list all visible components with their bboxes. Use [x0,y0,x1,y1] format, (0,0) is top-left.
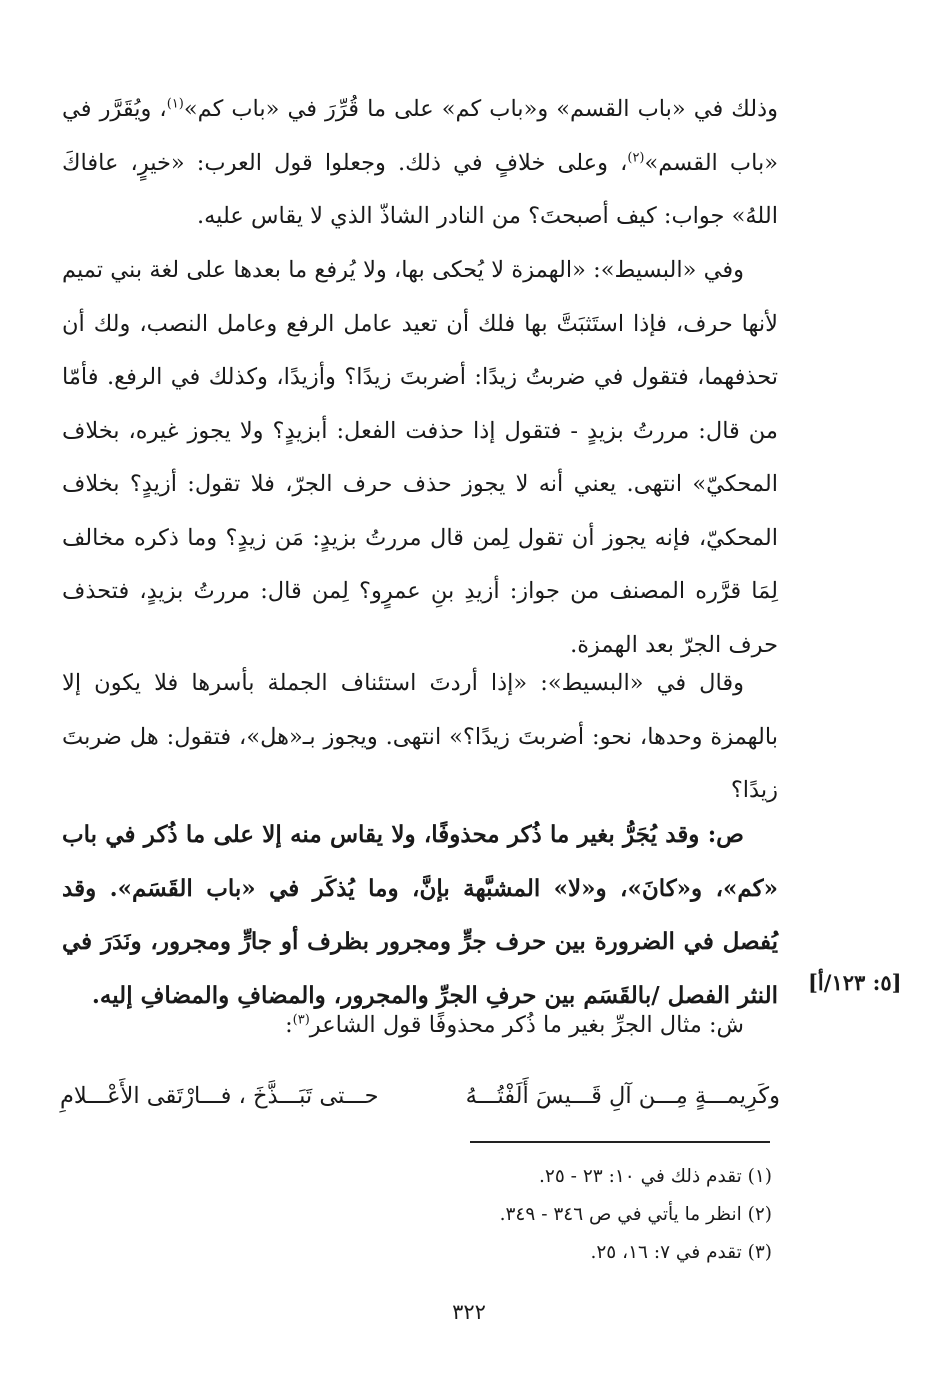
footnote-3: (٣) تقدم في ٧: ١٦، ٢٥. [590,1242,772,1263]
paragraph-1-text-a: وذلك في «باب القسم» و«باب كم» على ما قُرِّرَ في «باب كم» [183,96,779,122]
paragraph-1-text-c: ، وعلى خلافٍ في ذلك. وجعلوا قول العرب: «خيرٍ، عافاكَ اللهُ» جواب: كيف أصبحتَ؟ من النادر الشاذّ الذي لا يقاس عليه. [62,149,778,229]
footnote-1: (١) تقدم ذلك في ١٠: ٢٣ - ٢٥. [539,1166,772,1187]
matn-paragraph-text: ص: وقد يُجَرُّ بغير ما ذُكر محذوفًا، ولا يقاس منه إلا على ما ذُكر في باب «كم»، و«كانَ»، و«لا» المشبَّهة بإنَّ، وما يُذكَر في «باب القَسَم». وقد يُفصل في الضرورة بين حرف جرٍّ ومجرور بظرف أو جارٍّ ومجرور، ونَدَرَ في النثر الفصل /بالقَسَم بين حرفِ الجرِّ والمجرور، والمضافِ والمضافِ إليه. [62,821,778,1009]
paragraph-3 [62,657,778,818]
paragraph-1-text-b: ، ويُقَرَّر في «باب القسم» [62,96,778,176]
manuscript-folio-reference: [٥: ١٢٣/أ] [808,970,902,995]
poem-first-hemistich: وكَرِيمـــةٍ مِـــن آلِ قَـــيسَ أَلَفْتُـــهُ [465,1083,780,1109]
paragraph-5-colon: : [285,1012,293,1038]
footnotes [500,1158,772,1272]
footnote-2: (٢) انظر ما يأتي في ص ٣٤٦ - ٣٤٩. [499,1204,772,1225]
paragraph-3-text: وقال في «البسيط»: «إذا أردتَ استئناف الجملة بأسرها فلا يكون إلا بالهمزة وحدها، نحو: أضربتَ زيدًا؟» انتهى. ويجوز بـ«هل»، فتقول: هل ضربتَ زيدًا؟ [62,670,778,803]
paragraph-5-text: ش: مثال الجرِّ بغير ما ذُكر محذوفًا قول الشاعر [309,1012,744,1038]
paragraph-2 [62,244,778,672]
footnote-separator [470,1141,770,1143]
paragraph-5 [62,1003,778,1047]
page-number: ٣٢٢ [452,1300,486,1324]
poem-second-hemistich: حـــتى تَبَـــذَّخَ ، فـــارْتَقى الأَعْـــلامِ [60,1083,379,1109]
footnote-marker-2: (٢) [627,150,645,165]
poem-verse [60,1083,780,1129]
paragraph-1 [62,83,778,244]
footnote-marker-3: (٣) [292,1012,310,1028]
footnote-marker-1: (١) [166,96,184,112]
matn-paragraph [62,808,778,1022]
paragraph-2-text: وفي «البسيط»: «الهمزة لا يُحكى بها، ولا يُرفع ما بعدها على لغة بني تميم لأنها حرف، فإذا استَثبَتَّ بها فلك أن تعيد عامل الرفع وعامل النصب، ولك أن تحذفهما، فتقول في ضربتُ زيدًا: أضربتَ زيدًا؟ وأزيدًا، وكذلك في الرفع. فأمّا من قال: مررتُ بزيدٍ - فتقول إذا حذفت الفعل: أبزيدٍ؟ ولا يجوز غيره، بخلاف المحكيّ» انتهى. يعني أنه لا يجوز حذف حرف الجرّ، فلا تقول: أزيدٍ؟ بخلاف المحكيّ، فإنه يجوز أن تقول لِمن قال مررتُ بزيدٍ: مَن زيدٍ؟ وما ذكره مخالف لِمَا قرَّره المصنف من جواز: أزيدِ بنِ عمرٍو؟ لِمن قال: مررتُ بزيدٍ، فتحذف حرف الجرّ بعد الهمزة. [62,257,778,658]
